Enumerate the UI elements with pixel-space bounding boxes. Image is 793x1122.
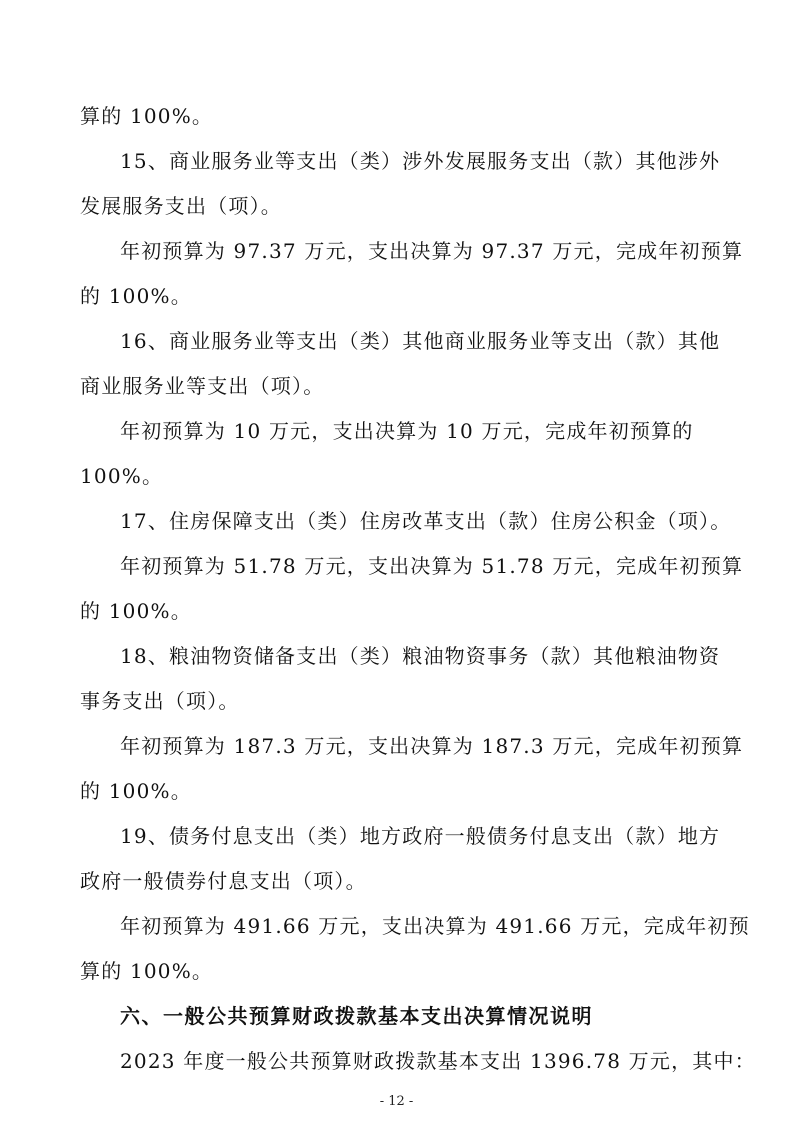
text-line: 事务支出（项）。 xyxy=(80,689,240,713)
text-line: 年初预算为 97.37 万元，支出决算为 97.37 万元，完成年初预算 xyxy=(120,239,744,263)
text-line: 的 100%。 xyxy=(80,599,192,623)
text-line: 发展服务支出（项）。 xyxy=(80,194,282,218)
text-line: 政府一般债券付息支出（项）。 xyxy=(80,869,367,893)
text-line: 17、住房保障支出（类）住房改革支出（款）住房公积金（项）。 xyxy=(120,509,732,533)
text-line: 100%。 xyxy=(80,464,164,488)
text-line: 算的 100%。 xyxy=(80,959,214,983)
text-line: 年初预算为 51.78 万元，支出决算为 51.78 万元，完成年初预算 xyxy=(120,554,744,578)
section-heading: 六、一般公共预算财政拨款基本支出决算情况说明 xyxy=(120,1004,593,1028)
text-line: 的 100%。 xyxy=(80,779,192,803)
text-line: 2023 年度一般公共预算财政拨款基本支出 1396.78 万元，其中： xyxy=(120,1049,756,1073)
text-line: 18、粮油物资储备支出（类）粮油物资事务（款）其他粮油物资 xyxy=(120,644,721,668)
text-line: 算的 100%。 xyxy=(80,104,214,128)
text-line: 年初预算为 10 万元，支出决算为 10 万元，完成年初预算的 xyxy=(120,419,694,443)
text-line: 的 100%。 xyxy=(80,284,192,308)
page-number: - 12 - xyxy=(379,1094,414,1109)
text-line: 年初预算为 187.3 万元，支出决算为 187.3 万元，完成年初预算 xyxy=(120,734,744,758)
text-line: 年初预算为 491.66 万元，支出决算为 491.66 万元，完成年初预 xyxy=(120,914,750,938)
text-line: 16、商业服务业等支出（类）其他商业服务业等支出（款）其他 xyxy=(120,329,721,353)
text-line: 商业服务业等支出（项）。 xyxy=(80,374,325,398)
text-line: 19、债务付息支出（类）地方政府一般债务付息支出（款）地方 xyxy=(120,824,721,848)
text-line: 15、商业服务业等支出（类）涉外发展服务支出（款）其他涉外 xyxy=(120,149,721,173)
